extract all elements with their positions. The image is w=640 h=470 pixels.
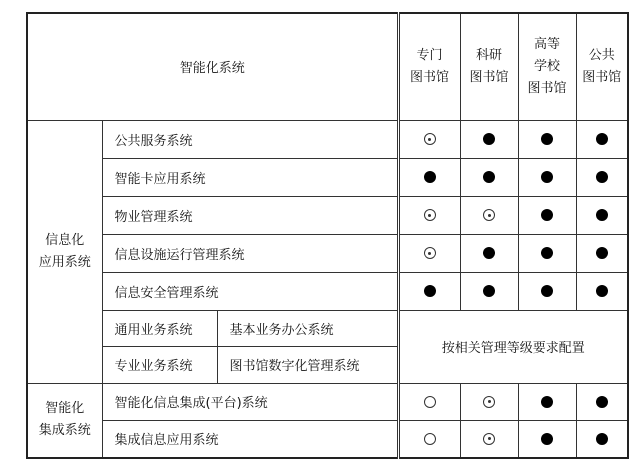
- filled-circle-icon: [541, 247, 553, 259]
- mark-cell: [576, 383, 628, 420]
- mark-cell: [576, 120, 628, 158]
- filled-circle-icon: [483, 247, 495, 259]
- mark-cell: [398, 420, 460, 458]
- mark-cell: [398, 234, 460, 272]
- mark-cell: [398, 272, 460, 310]
- dot-circle-icon: [483, 209, 495, 221]
- mark-cell: [518, 420, 576, 458]
- library-intelligent-system-table: [26, 12, 629, 459]
- dot-circle-icon: [424, 247, 436, 259]
- mark-cell: [576, 234, 628, 272]
- row-label: 物业管理系统: [102, 196, 398, 234]
- header-col-university-library: 高等 学校 图书馆: [518, 13, 576, 120]
- mark-cell: [518, 158, 576, 196]
- mark-cell: [518, 272, 576, 310]
- filled-circle-icon: [596, 247, 608, 259]
- mark-cell: [460, 420, 518, 458]
- general-business-label: 通用业务系统: [102, 310, 217, 346]
- mark-cell: [398, 196, 460, 234]
- mark-cell: [460, 272, 518, 310]
- hollow-circle-icon: [424, 433, 436, 445]
- table-row: [27, 420, 628, 458]
- filled-circle-icon: [596, 133, 608, 145]
- filled-circle-icon: [541, 209, 553, 221]
- group-info-apps: 信息化 应用系统: [27, 120, 102, 383]
- filled-circle-icon: [541, 285, 553, 297]
- table-row: [27, 383, 628, 420]
- mark-cell: [518, 120, 576, 158]
- mark-cell: [518, 234, 576, 272]
- filled-circle-icon: [483, 133, 495, 145]
- filled-circle-icon: [424, 285, 436, 297]
- dot-circle-icon: [483, 433, 495, 445]
- config-note: 按相关管理等级要求配置: [398, 310, 628, 383]
- row-label: 智能化信息集成(平台)系统: [102, 383, 398, 420]
- table-row: [27, 196, 628, 234]
- row-label: 集成信息应用系统: [102, 420, 398, 458]
- filled-circle-icon: [596, 433, 608, 445]
- row-label: 信息安全管理系统: [102, 272, 398, 310]
- row-label: 智能卡应用系统: [102, 158, 398, 196]
- mark-cell: [460, 234, 518, 272]
- mark-cell: [576, 272, 628, 310]
- mark-cell: [460, 120, 518, 158]
- dot-circle-icon: [424, 133, 436, 145]
- group-integration: 智能化 集成系统: [27, 383, 102, 458]
- mark-cell: [576, 420, 628, 458]
- filled-circle-icon: [424, 171, 436, 183]
- mark-cell: [518, 383, 576, 420]
- header-system: [27, 13, 398, 120]
- filled-circle-icon: [483, 285, 495, 297]
- mark-cell: [460, 196, 518, 234]
- filled-circle-icon: [483, 171, 495, 183]
- header-system-label: 智能化系统: [179, 61, 245, 77]
- mark-cell: [518, 196, 576, 234]
- row-label: 信息设施运行管理系统: [102, 234, 398, 272]
- dot-circle-icon: [483, 396, 495, 408]
- mark-cell: [576, 196, 628, 234]
- table-row: [27, 158, 628, 196]
- row-label: 公共服务系统: [102, 120, 398, 158]
- filled-circle-icon: [596, 285, 608, 297]
- filled-circle-icon: [541, 171, 553, 183]
- filled-circle-icon: [541, 396, 553, 408]
- mark-cell: [398, 383, 460, 420]
- filled-circle-icon: [596, 171, 608, 183]
- hollow-circle-icon: [424, 396, 436, 408]
- special-business-label: 专业业务系统: [102, 346, 217, 383]
- mark-cell: [398, 158, 460, 196]
- table-row: [27, 234, 628, 272]
- table-row: [27, 310, 628, 346]
- filled-circle-icon: [596, 396, 608, 408]
- filled-circle-icon: [541, 133, 553, 145]
- mark-cell: [460, 158, 518, 196]
- filled-circle-icon: [596, 209, 608, 221]
- table-row: [27, 120, 628, 158]
- header-col-special-library: 专门 图书馆: [398, 13, 460, 120]
- mark-cell: [460, 383, 518, 420]
- special-business-sub: 图书馆数字化管理系统: [217, 346, 398, 383]
- dot-circle-icon: [424, 209, 436, 221]
- mark-cell: [398, 120, 460, 158]
- general-business-sub: 基本业务办公系统: [217, 310, 398, 346]
- header-col-public-library: 公共 图书馆: [576, 13, 628, 120]
- mark-cell: [576, 158, 628, 196]
- header-col-research-library: 科研 图书馆: [460, 13, 518, 120]
- table-row: [27, 272, 628, 310]
- filled-circle-icon: [541, 433, 553, 445]
- header-row: [27, 13, 628, 120]
